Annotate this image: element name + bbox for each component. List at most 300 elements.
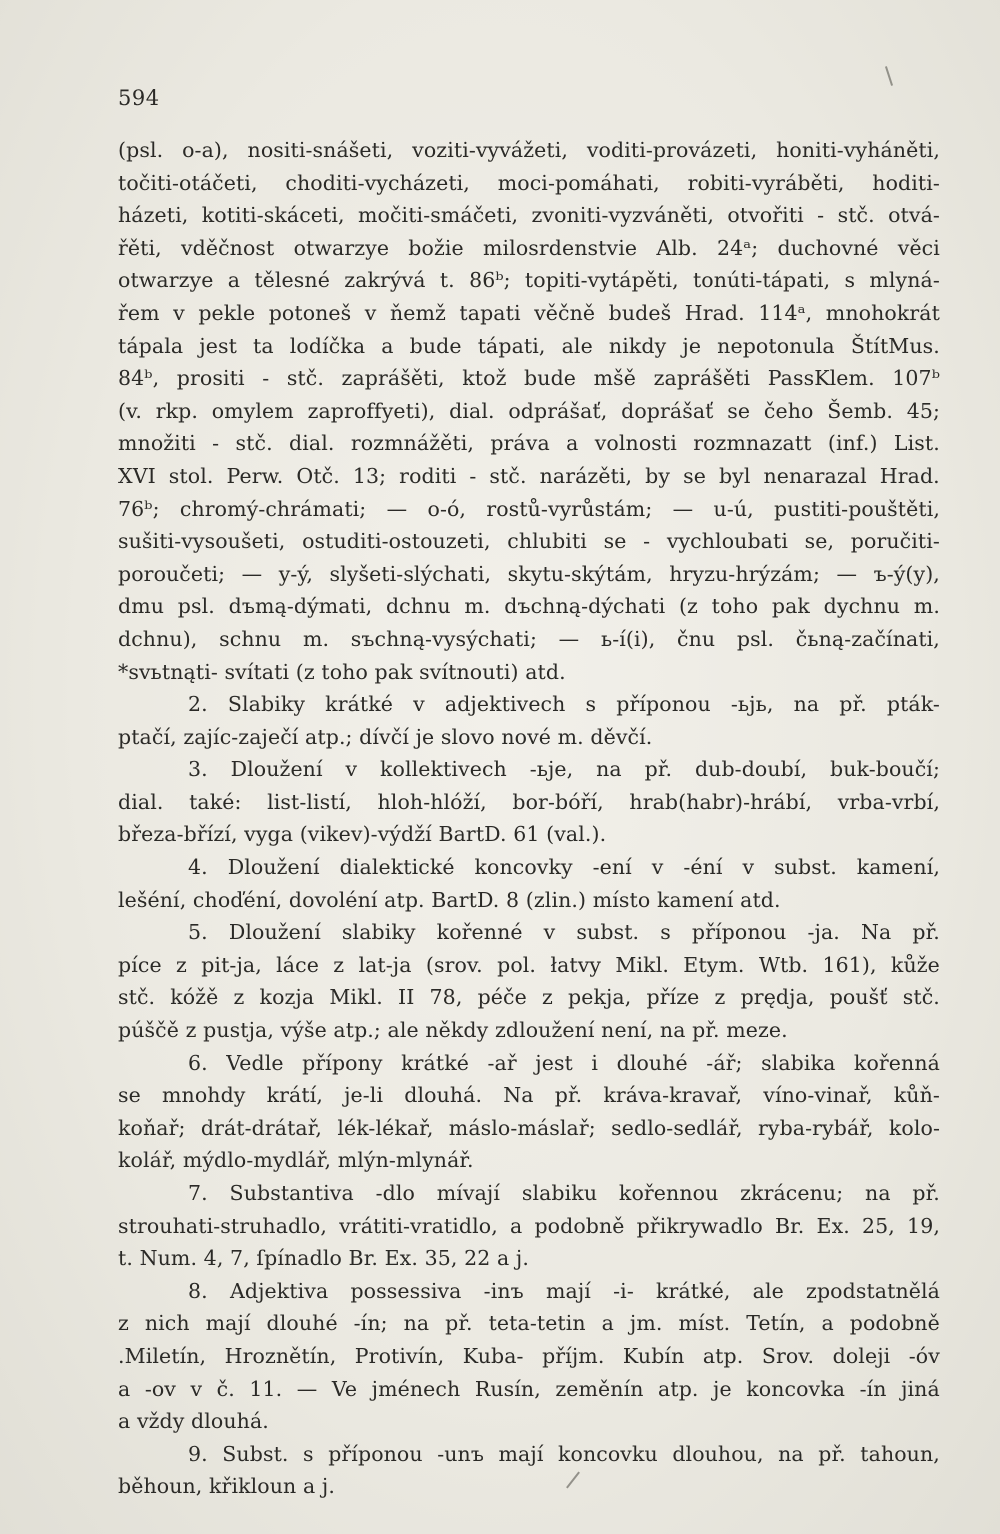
word: -ín — [859, 1376, 887, 1401]
word: podobně — [534, 1213, 625, 1238]
word: lat-ja — [358, 952, 412, 977]
text-line — [118, 1246, 940, 1279]
word: s — [844, 268, 856, 293]
word: (psl. — [118, 138, 164, 162]
word: Hroznětín, — [224, 1343, 337, 1368]
word: je — [682, 333, 702, 358]
word: -inъ — [483, 1278, 524, 1303]
word: (v. — [118, 398, 142, 423]
word: věčně — [534, 300, 596, 325]
word: u-ú, — [713, 496, 754, 521]
word: Adjektiva — [229, 1278, 329, 1303]
word: práva — [490, 431, 550, 456]
word: y-ý, — [278, 561, 313, 586]
word: doleji — [832, 1343, 891, 1368]
word: -ín; — [353, 1311, 388, 1336]
word: na — [793, 692, 820, 717]
word: robiti-vyráběti, — [687, 170, 845, 195]
word: duchovné — [777, 235, 879, 260]
page-number: 594 — [118, 86, 160, 110]
word: příponou — [691, 920, 787, 945]
word: v — [742, 855, 755, 880]
text-line — [118, 888, 940, 921]
word: - — [817, 203, 825, 228]
word: čeho — [763, 398, 814, 423]
word: v — [364, 300, 377, 325]
word: toho — [711, 594, 759, 619]
text-line — [118, 725, 940, 758]
word: hloh-hlóží, — [377, 789, 487, 814]
word: dial. — [449, 398, 495, 423]
word: t. — [439, 268, 455, 293]
word: ŠtítMus. — [850, 333, 940, 358]
word: Subst. — [222, 1441, 289, 1466]
word: List. — [893, 431, 940, 456]
word: božie — [408, 235, 464, 260]
word: dchnu), — [118, 626, 198, 651]
word: nenarazal — [763, 463, 867, 488]
word: voditi-provázeti, — [586, 138, 758, 162]
word: je-li — [344, 1083, 384, 1108]
word: ь-í(i), — [600, 626, 656, 651]
word: dub-doubí, — [694, 757, 808, 782]
word: dialektické — [339, 855, 455, 880]
word: volnosti — [594, 431, 677, 456]
word: koncovka — [746, 1376, 846, 1401]
word: Substantiva — [229, 1181, 354, 1205]
word: chlubiti — [507, 529, 587, 554]
text-line — [118, 268, 940, 301]
word: se — [118, 1083, 141, 1108]
word: budeš — [608, 300, 672, 325]
word: XVI — [118, 463, 156, 488]
line-text: kolář, mýdlo-mydlář, mlýn-mlynář. — [118, 1148, 474, 1173]
word: slabika — [761, 1050, 836, 1075]
word: rkp. — [155, 398, 198, 423]
word: vrátiti-vratidlo, — [339, 1213, 498, 1238]
word: rozmnazatt — [693, 431, 812, 456]
word: Otč. — [296, 463, 340, 488]
word: dlouhé — [266, 1311, 338, 1336]
word: zakrývá — [344, 268, 426, 293]
word: v — [651, 855, 664, 880]
text-line — [118, 431, 940, 464]
word: (inf.) — [827, 431, 878, 456]
word: dъmą-dýmati, — [228, 594, 373, 619]
word: v — [543, 920, 556, 945]
word: kollektivech — [380, 757, 507, 782]
text-line — [118, 1051, 940, 1084]
word: strouhati-struhadlo, — [118, 1213, 327, 1238]
word: pekle — [198, 300, 256, 325]
word: 84ᵇ, — [118, 366, 160, 391]
word: z — [176, 952, 187, 977]
word: roditi — [399, 463, 457, 488]
word: -i- — [613, 1278, 634, 1303]
word: kóžě — [170, 985, 219, 1010]
word: pustiti-pouštěti, — [774, 496, 940, 521]
text-line — [118, 757, 940, 790]
word: a — [566, 431, 579, 456]
word: -ař — [487, 1050, 517, 1075]
word: 7. — [188, 1181, 208, 1205]
line-text: *svьtnąti- svítati (z toho pak svítnouti) atd. — [118, 659, 566, 684]
word: 25, — [862, 1213, 895, 1238]
word: se — [683, 463, 706, 488]
word: Na — [503, 1083, 534, 1108]
word: otvá- — [888, 203, 940, 228]
word: list-listí, — [267, 789, 352, 814]
word: píce — [118, 952, 162, 977]
word: topiti-vytápěti, — [524, 268, 679, 293]
word: jiná — [901, 1376, 940, 1401]
word: sedlo-sedlář, — [611, 1115, 743, 1140]
word: krátké — [401, 1050, 469, 1075]
word: bude — [409, 333, 462, 358]
word: mají — [545, 1278, 591, 1303]
word: 114ᵃ, — [758, 300, 813, 325]
word: mnohdy — [161, 1083, 246, 1108]
word: dial. — [118, 789, 164, 814]
line-text: běhoun, křikloun a j. — [118, 1474, 335, 1499]
word: ta — [253, 333, 274, 358]
word: mnohokrát — [825, 300, 940, 325]
word: s — [585, 692, 597, 717]
word: psl. — [736, 626, 775, 651]
word: koncovky — [474, 855, 573, 880]
word: psl. — [177, 594, 215, 619]
word: ale — [561, 333, 593, 358]
word: zaproffyeti), — [307, 398, 436, 423]
word: atp. — [702, 1343, 744, 1368]
word: 11. — [249, 1376, 283, 1401]
word: — — [836, 561, 858, 586]
word: na — [778, 1441, 804, 1466]
text-line — [118, 529, 940, 562]
word: 6. — [188, 1050, 208, 1075]
word: ъ-ý(y), — [873, 561, 940, 586]
word: otwarzye — [118, 268, 214, 293]
word: bude — [524, 366, 577, 391]
word: Etym. — [683, 952, 745, 977]
word: — — [296, 1376, 318, 1401]
line-text: lešéní, choďéní, dovoléní atp. BartD. 8 (zlin.) místo kamení atd. — [118, 887, 781, 912]
word: -ьje, — [529, 757, 574, 782]
text-line — [118, 1148, 940, 1181]
word: -ení — [592, 855, 632, 880]
word: Tetín, — [746, 1311, 806, 1336]
word: s — [660, 920, 671, 945]
word: kozja — [259, 985, 315, 1010]
word: dlouhou, — [672, 1441, 764, 1466]
word: Mikl. — [329, 985, 383, 1010]
word: kořenné — [436, 920, 523, 945]
word: a — [381, 333, 394, 358]
word: př. — [839, 692, 867, 717]
word: láce — [276, 952, 319, 977]
word: prędja, — [740, 985, 815, 1010]
word: točiti-otáčeti, — [118, 170, 258, 195]
word: ktož — [462, 366, 507, 391]
text-line — [118, 790, 940, 823]
text-line — [118, 985, 940, 1018]
word: poušť — [829, 985, 888, 1010]
word: př. — [912, 1181, 940, 1205]
word: lodíčka — [289, 333, 366, 358]
text-line — [118, 203, 940, 236]
word: kotiti-skáceti, — [201, 203, 345, 228]
word: 76ᵇ; — [118, 496, 160, 521]
word: 78, — [429, 985, 463, 1010]
word: byl — [718, 463, 751, 488]
word: se, — [804, 529, 835, 554]
word: - — [469, 463, 477, 488]
word: otwarzye — [293, 235, 390, 260]
word: dchnu — [385, 594, 451, 619]
word: a — [227, 268, 241, 293]
word: také: — [189, 789, 242, 814]
word: kůň- — [893, 1083, 940, 1108]
word: zeměnín — [555, 1376, 644, 1401]
line-text: a vždy dlouhá. — [118, 1409, 269, 1434]
word: mají — [205, 1311, 251, 1336]
word: — — [386, 496, 408, 521]
word: příze — [646, 985, 700, 1010]
text-line — [118, 562, 940, 595]
word: mívají — [436, 1181, 501, 1205]
word: v — [413, 692, 425, 717]
text-line — [118, 660, 940, 693]
word: kamení, — [856, 855, 940, 880]
word: Hrad. — [684, 300, 745, 325]
word: otvořiti — [727, 203, 804, 228]
word: se — [727, 398, 751, 423]
word: -dlo — [375, 1181, 415, 1205]
text-line — [118, 953, 940, 986]
word: nepotonula — [717, 333, 835, 358]
word: kůže — [890, 952, 940, 977]
word: jest — [199, 333, 237, 358]
word: tonúti-tápati, — [692, 268, 831, 293]
body-text — [118, 138, 940, 1507]
word: přípony — [302, 1050, 383, 1075]
word: -ja. — [807, 920, 840, 945]
word: Alb. — [656, 235, 698, 260]
word: dъchną-dýchati — [504, 594, 666, 619]
word: jménech — [371, 1376, 461, 1401]
word: poroučeti; — [118, 561, 226, 586]
word: by — [645, 463, 671, 488]
word: milosrdenstvie — [482, 235, 638, 260]
word: pol. — [497, 952, 537, 977]
word: stč. — [286, 366, 324, 391]
word: řem — [118, 300, 160, 325]
word: a — [510, 1213, 523, 1238]
word: -unъ — [437, 1441, 484, 1466]
text-line — [118, 1083, 940, 1116]
word: teta-tetin — [488, 1311, 586, 1336]
word: Srov. — [761, 1343, 815, 1368]
line-text: t. Num. 4, 7, ſpínadlo Br. Ex. 35, 22 a j. — [118, 1246, 529, 1271]
text-line — [118, 1311, 940, 1344]
word: kráva-kravař, — [603, 1083, 743, 1108]
word: tahoun, — [860, 1441, 940, 1466]
text-line — [118, 236, 940, 269]
word: tapati — [459, 300, 521, 325]
word: s — [303, 1441, 314, 1466]
word: zaprášěti, — [341, 366, 445, 391]
word: z — [333, 952, 345, 977]
word: .Miletín, — [118, 1343, 207, 1368]
word: př. — [818, 1441, 846, 1466]
word: m. — [913, 594, 940, 619]
word: 107ᵇ — [892, 366, 940, 391]
word: 24ᵃ; — [716, 235, 759, 260]
word: Br. — [774, 1213, 805, 1238]
word: rostů-vyrůstám; — [486, 496, 653, 521]
word: Šemb. — [827, 398, 893, 423]
text-line — [118, 1344, 940, 1377]
word: zvoniti-vyzváněti, — [531, 203, 714, 228]
word: 8. — [188, 1278, 208, 1303]
word: jm. — [629, 1311, 663, 1336]
word: a — [601, 1311, 614, 1336]
word: je — [713, 1376, 732, 1401]
word: narázěti, — [539, 463, 633, 488]
word: tělesné — [254, 268, 330, 293]
word: skytu-skýtám, — [507, 561, 653, 586]
text-line — [118, 855, 940, 888]
word: dychnu — [823, 594, 901, 619]
word: vděčnost — [180, 235, 275, 260]
word: 13; — [352, 463, 387, 488]
word: Rusín, — [474, 1376, 541, 1401]
word: sъchną-vysýchati; — [350, 626, 537, 651]
word: potoneš — [268, 300, 352, 325]
word: o-a), — [182, 138, 229, 162]
text-line — [118, 920, 940, 953]
line-text: púščě z pustja, výše atp.; ale někdy zdloužení není, na př. meze. — [118, 1018, 788, 1043]
word: hryzu-hrýzám; — [669, 561, 820, 586]
word: voziti-vyvážeti, — [412, 138, 568, 162]
word: pekja, — [568, 985, 632, 1010]
word: -ьjь, — [730, 692, 774, 717]
word: množiti — [118, 431, 196, 456]
word: -éní — [683, 855, 723, 880]
word: stol. — [168, 463, 214, 488]
word: doprášať — [621, 398, 714, 423]
word: II — [398, 985, 415, 1010]
word: stč. — [235, 431, 273, 456]
word: bor-bóří, — [512, 789, 604, 814]
word: stč. — [837, 203, 875, 228]
word: (z — [678, 594, 698, 619]
word: stč. — [902, 985, 940, 1010]
word: na — [403, 1311, 430, 1336]
word: nich — [144, 1311, 190, 1336]
pencil-mark — [885, 66, 893, 86]
word: koňař; — [118, 1115, 186, 1140]
word: mají — [498, 1441, 544, 1466]
word: -ov — [144, 1376, 176, 1401]
word: 2. — [188, 692, 208, 717]
text-line — [118, 497, 940, 530]
word: sušiti-vysoušeti, — [118, 529, 286, 554]
word: ryba-rybář, — [758, 1115, 874, 1140]
word: na — [865, 1181, 891, 1205]
word: slabiky — [341, 920, 416, 945]
word: 86ᵇ; — [469, 268, 511, 293]
text-line — [118, 464, 940, 497]
text-line — [118, 692, 940, 725]
line-text: ptačí, zajíc-zaječí atp.; dívčí je slovo nové m. děvčí. — [118, 724, 653, 749]
word: łatvy — [550, 952, 602, 977]
word: odprášať, — [508, 398, 608, 423]
word: čnu — [677, 626, 716, 651]
word: drát-drátař, — [200, 1115, 323, 1140]
word: řěti, — [118, 235, 162, 260]
word: ostuditi-ostouzeti, — [302, 529, 491, 554]
word: 4. — [188, 855, 208, 880]
word: adjektivech — [444, 692, 566, 717]
word: possessiva — [350, 1278, 462, 1303]
word: -ář; — [706, 1050, 743, 1075]
word: krátké, — [656, 1278, 731, 1303]
word: věci — [897, 235, 940, 260]
word: Protivín, — [354, 1343, 445, 1368]
word: př. — [912, 920, 940, 945]
word: krátí, — [266, 1083, 323, 1108]
word: stč. — [118, 985, 156, 1010]
text-line — [118, 334, 940, 367]
word: z — [541, 985, 553, 1010]
word: tápala — [118, 333, 184, 358]
word: příponou — [616, 692, 711, 717]
text-line — [118, 1409, 940, 1442]
word: močiti-smáčeti, — [358, 203, 519, 228]
word: Kubín — [622, 1343, 685, 1368]
word: příjm. — [542, 1343, 605, 1368]
word: Ve — [331, 1376, 358, 1401]
text-line — [118, 1442, 940, 1475]
word: a — [821, 1311, 834, 1336]
word: - — [262, 366, 270, 391]
text-line — [118, 399, 940, 432]
word: dmu — [118, 594, 165, 619]
word: Slabiky — [227, 692, 306, 717]
word: honiti-vyháněti, — [776, 138, 940, 162]
word: se — [603, 529, 627, 554]
word: omylem — [211, 398, 294, 423]
word: choditi-vycházeti, — [285, 170, 470, 195]
word: chromý-chrámati; — [179, 496, 367, 521]
word: ale — [752, 1278, 784, 1303]
word: stč. — [489, 463, 527, 488]
word: rozmnážěti, — [350, 431, 474, 456]
text-line — [118, 627, 940, 660]
word: č. — [216, 1376, 235, 1401]
text-line — [118, 822, 940, 855]
word: v — [190, 1376, 203, 1401]
word: prositi — [176, 366, 245, 391]
word: mšě — [593, 366, 637, 391]
word: Perw. — [226, 463, 284, 488]
word: subst. — [576, 920, 640, 945]
word: m. — [464, 594, 491, 619]
word: 9. — [188, 1441, 208, 1466]
word: Mikl. — [615, 952, 669, 977]
word: subst. — [774, 855, 837, 880]
